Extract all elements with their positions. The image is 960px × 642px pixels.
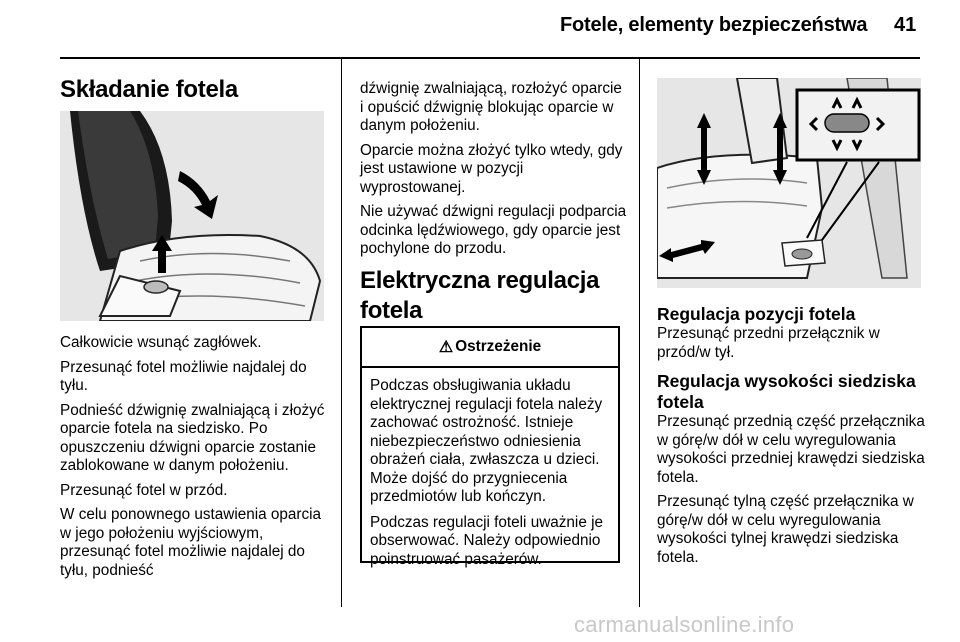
paragraph: Całkowicie wsunąć zagłówek. <box>60 334 262 351</box>
column-divider-left <box>341 59 342 607</box>
seat-folding-drawing <box>60 111 324 321</box>
paragraph: Oparcie można złożyć tylko wtedy, gdy jest ustawione w pozycji wyprostowanej. <box>360 141 623 196</box>
paragraph: Przesunąć przednią część przełącznika w górę/w dół w celu wyregulowania wysokości przedniej krawędzi siedziska fotela. <box>657 413 925 486</box>
subheading-seat-height: Regulacja wysokości siedziska fotela <box>657 371 916 412</box>
header-rule <box>60 57 920 59</box>
warning-paragraph: Podczas obsługiwania układu elektrycznej regulacji fotela należy zachować ostrożność. Istnieje niebezpieczeństwo odniesienia obrażeń ciała, zwłaszcza u dzieci. Może dojść do przygniecenia przedmiotów lub kończyn. <box>370 377 603 505</box>
warning-title: Ostrzeżenie <box>455 338 542 355</box>
warning-paragraph: Podczas regulacji foteli uważnie je obserwować. Należy odpowiednio poinstruować pasażerów. <box>370 513 603 568</box>
page-header-title: Fotele, elementy bezpieczeństwa <box>560 14 868 36</box>
paragraph: dźwignię zwalniającą, rozłożyć oparcie i opuścić dźwignię blokując oparcie w danym położeniu. <box>360 80 622 134</box>
subheading-seat-position: Regulacja pozycji fotela <box>657 304 856 324</box>
paragraph: W celu ponownego ustawienia oparcia w jego położeniu wyjściowym, przesunąć fotel możliwie najdalej do tyłu, podnieść <box>60 506 322 579</box>
column-divider-right <box>639 59 640 607</box>
electric-seat-drawing <box>657 78 921 288</box>
warning-body <box>362 368 618 569</box>
paragraph: Nie używać dźwigni regulacji podparcia odcinka lędźwiowego, gdy oparcie jest pochylone do przodu. <box>360 203 627 257</box>
watermark: carmanualsonline.info <box>574 612 795 637</box>
warning-box <box>360 326 620 568</box>
paragraph: Przesunąć przedni przełącznik w przód/w tył. <box>657 325 880 361</box>
middle-column-text <box>360 80 628 265</box>
right-column-text <box>657 304 925 573</box>
paragraph: Przesunąć fotel w przód. <box>60 481 228 499</box>
seat-folding-illustration <box>60 111 324 321</box>
paragraph: Przesunąć fotel możliwie najdalej do tyłu. <box>60 358 307 394</box>
section-heading-folding: Składanie fotela <box>60 76 238 103</box>
page-number: 41 <box>894 14 917 36</box>
warning-header <box>362 328 618 368</box>
electric-seat-illustration <box>657 78 921 288</box>
paragraph: Przesunąć tylną część przełącznika w górę/w dół w celu wyregulowania wysokości tylnej krawędzi siedziska fotela. <box>657 493 914 566</box>
paragraph: Podnieść dźwignię zwalniającą i złożyć oparcie fotela na siedzisko. Po opuszczeniu dźwigni oparcie zostanie zablokowane w danym położeniu. <box>60 401 325 474</box>
section-heading-electric: Elektryczna regulacja fotela <box>360 267 600 324</box>
warning-triangle-icon: ⚠ <box>438 339 454 356</box>
left-column-text <box>60 334 328 586</box>
